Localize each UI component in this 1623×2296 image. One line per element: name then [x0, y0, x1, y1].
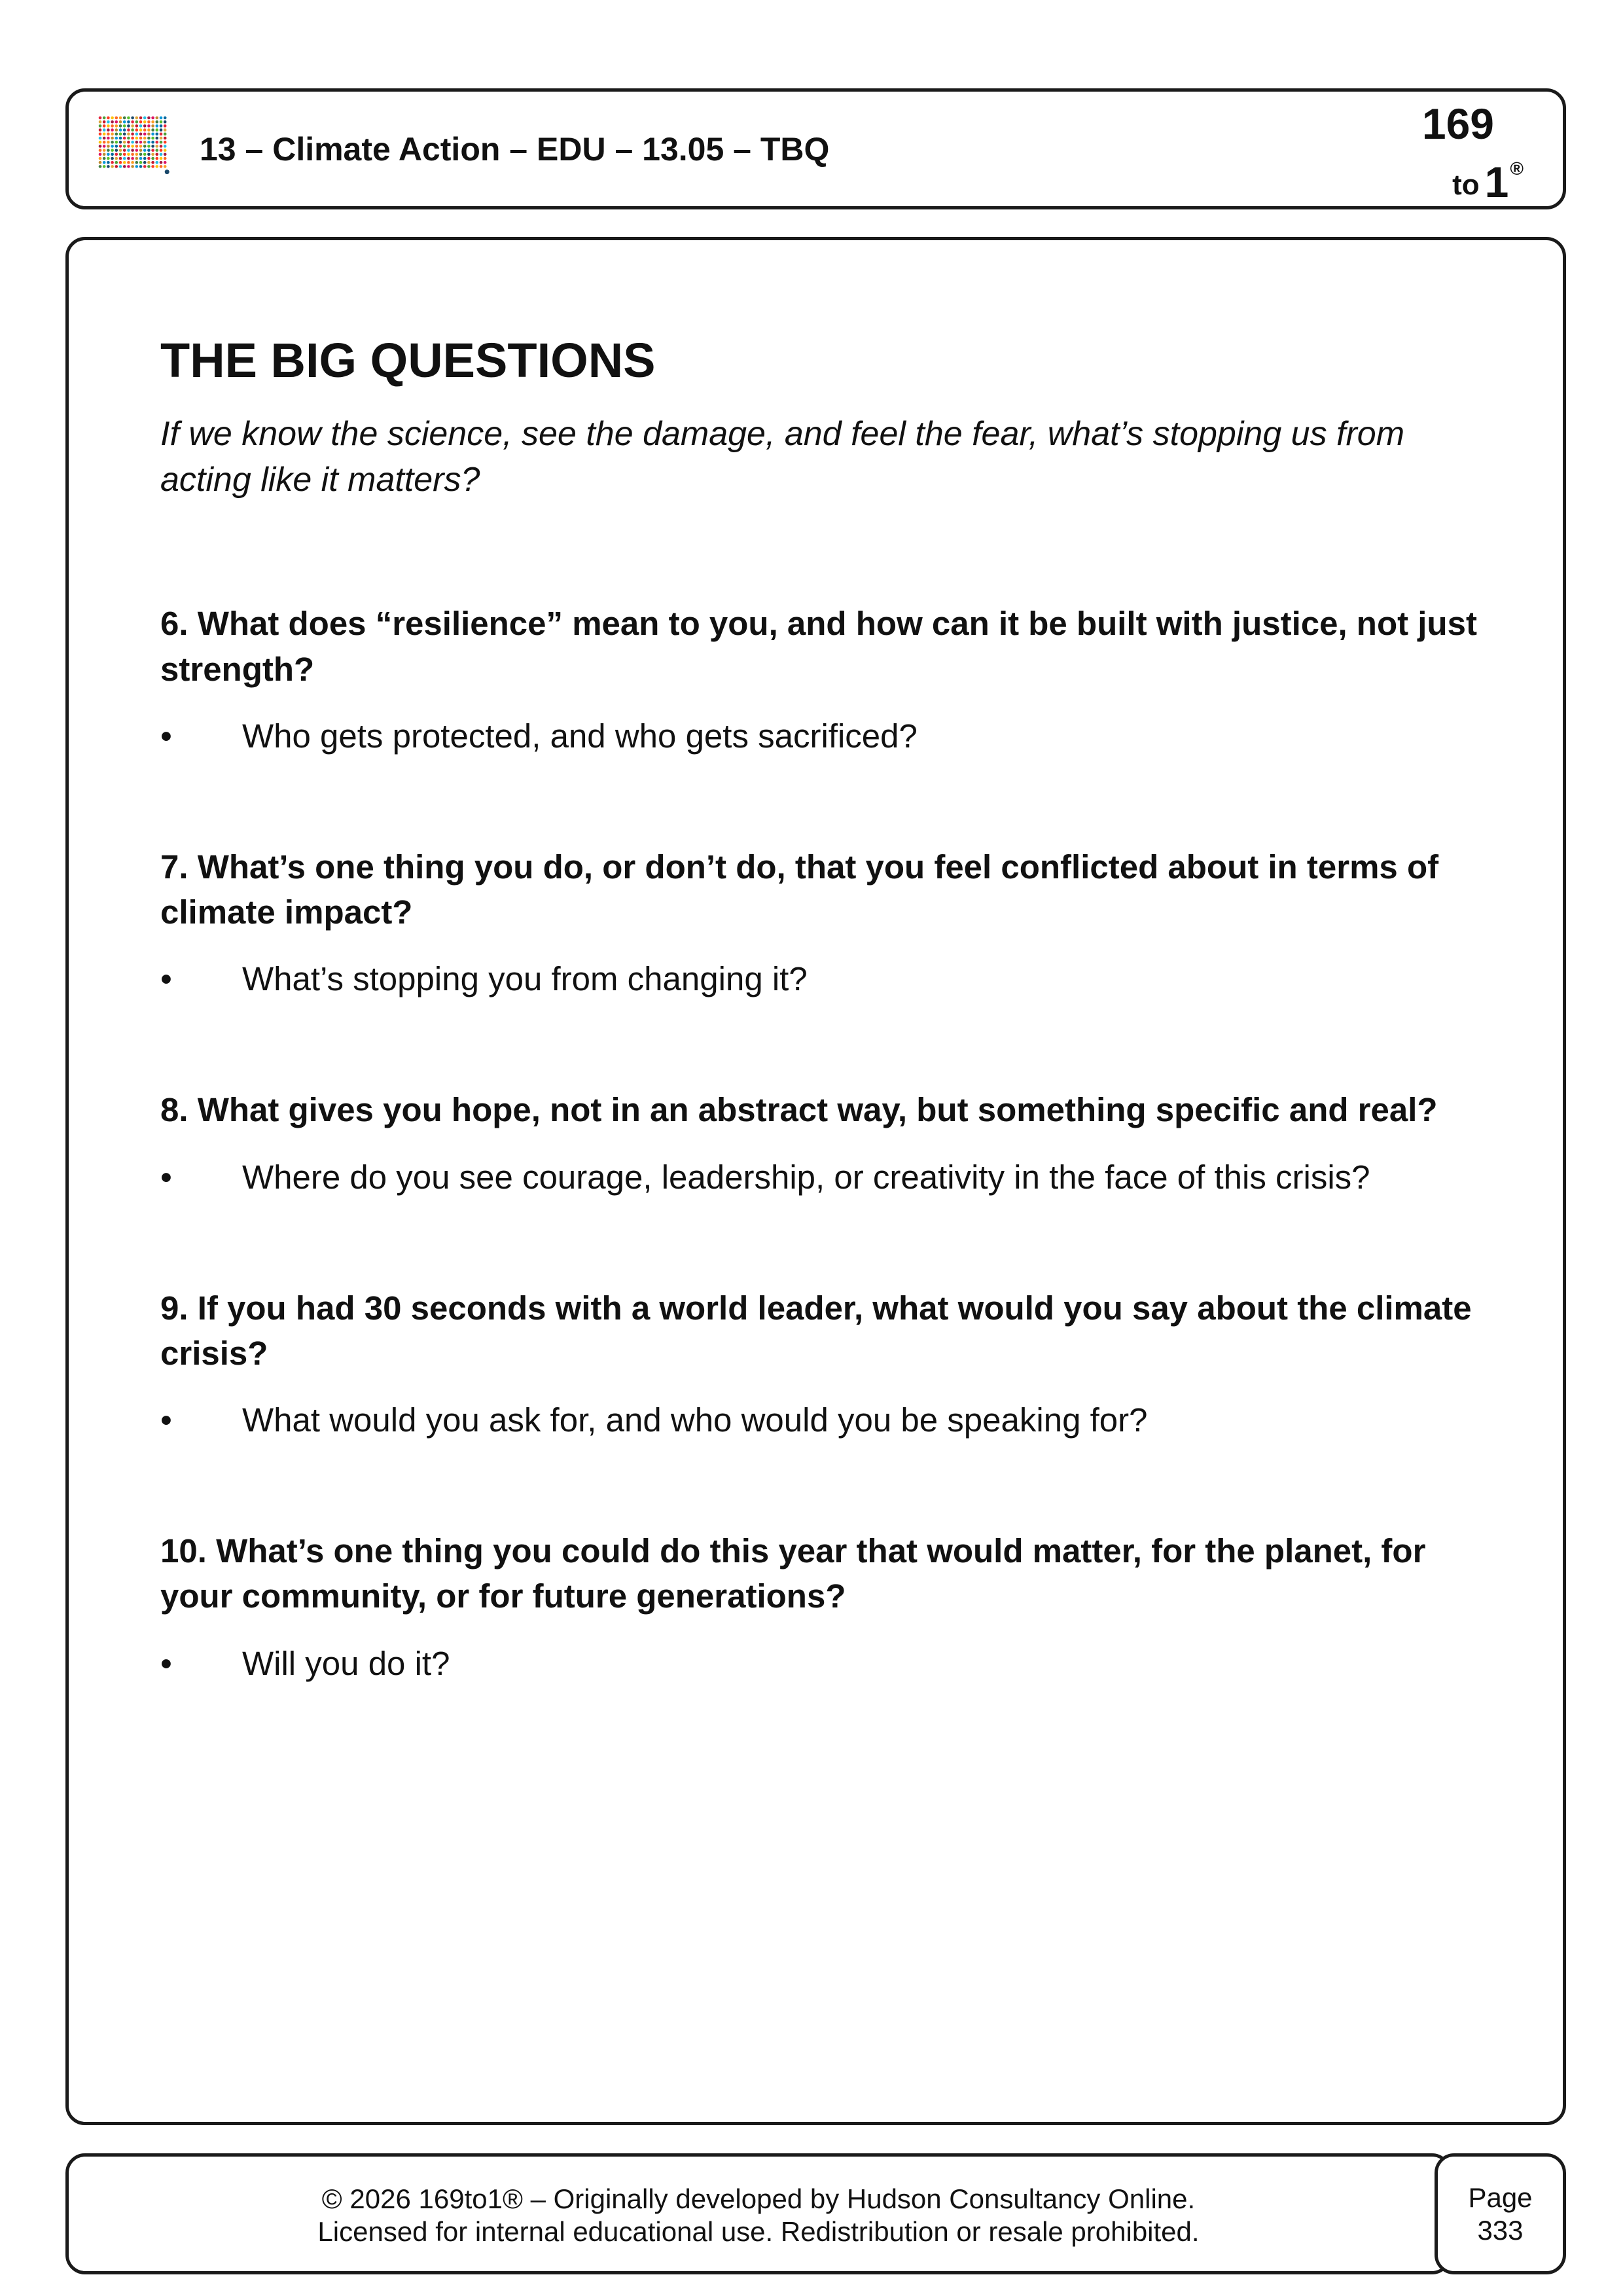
sub-question-text: What’s stopping you from changing it? [242, 960, 808, 998]
logo-dot [156, 165, 159, 168]
logo-dot [131, 128, 134, 132]
question-block [160, 1285, 1482, 1444]
logo-dot [107, 117, 110, 120]
page-subtitle: If we know the science, see the damage, and feel the fear, what’s stopping us from acting like it matters? [160, 414, 1405, 499]
logo-dot [115, 157, 118, 160]
logo-dot [119, 137, 122, 140]
logo-dot [103, 124, 106, 128]
logo-dot [151, 137, 154, 140]
logo-dot [115, 149, 118, 152]
logo-dot [115, 117, 118, 120]
logo-dot [151, 133, 154, 136]
logo-dot [147, 117, 151, 120]
logo-dot [143, 149, 147, 152]
logo-dot [111, 133, 114, 136]
logo-dot [119, 141, 122, 144]
logo-dot [127, 149, 130, 152]
logo-dot [164, 157, 167, 160]
logo-dot [115, 161, 118, 164]
logo-dot [123, 153, 126, 156]
logo-dot [147, 128, 151, 132]
logo-dot [143, 161, 147, 164]
logo-dot [99, 133, 102, 136]
logo-dot [139, 153, 143, 156]
logo-dot [135, 124, 139, 128]
bullet-icon: • [160, 960, 172, 998]
logo-dot [147, 157, 151, 160]
logo-dot [135, 161, 139, 164]
logo-dot [131, 157, 134, 160]
page-heading: THE BIG QUESTIONS [160, 333, 656, 387]
logo-dot [123, 124, 126, 128]
logo-dot [131, 149, 134, 152]
logo-dot [160, 153, 163, 156]
logo-dot [123, 137, 126, 140]
logo-dot [107, 141, 110, 144]
logo-dot [107, 120, 110, 124]
logo-dot [127, 157, 130, 160]
logo-dot [127, 137, 130, 140]
logo-dot [156, 149, 159, 152]
logo-dot [103, 161, 106, 164]
page-label: Page [1468, 2182, 1533, 2213]
logo-dot [160, 120, 163, 124]
logo-dot [103, 133, 106, 136]
logo-dot [127, 124, 130, 128]
logo-dot [147, 153, 151, 156]
logo-dot [151, 165, 154, 168]
logo-dot [103, 145, 106, 148]
logo-dot [119, 157, 122, 160]
logo-dot [111, 120, 114, 124]
logo-dot [143, 157, 147, 160]
logo-dot [147, 161, 151, 164]
logo-dot [160, 128, 163, 132]
logo-dot [164, 145, 167, 148]
logo-dot [107, 161, 110, 164]
logo-dot [164, 117, 167, 120]
page-number: 333 [1477, 2215, 1524, 2246]
logo-dot [135, 153, 139, 156]
logo-dot [127, 145, 130, 148]
logo-dot [143, 145, 147, 148]
logo-dot [131, 161, 134, 164]
logo-dot [103, 141, 106, 144]
logo-dot [147, 120, 151, 124]
logo-dot [127, 133, 130, 136]
logo-dot [123, 120, 126, 124]
logo-dot [143, 120, 147, 124]
logo-icon [98, 115, 169, 187]
logo-dot [147, 124, 151, 128]
logo-dot [156, 153, 159, 156]
content-area [160, 332, 1482, 1687]
logo-dot [115, 120, 118, 124]
logo-dot [111, 141, 114, 144]
logo-dot [143, 117, 147, 120]
question-sub-item [160, 1398, 1482, 1443]
logo-dot [111, 117, 114, 120]
question-sub-item [160, 1155, 1482, 1200]
logo-dot [147, 137, 151, 140]
logo-dot [103, 117, 106, 120]
copyright-line: © 2026 169to1® – Originally developed by Hudson Consultancy Online. [321, 2183, 1196, 2214]
brand-to: to [1452, 169, 1480, 201]
logo-dot [135, 149, 139, 152]
logo-dot [103, 157, 106, 160]
logo-dot [115, 124, 118, 128]
logo-dot [131, 137, 134, 140]
logo-dot [107, 153, 110, 156]
logo-dot [135, 157, 139, 160]
logo-dot [151, 124, 154, 128]
logo-dot [111, 145, 114, 148]
logo-dot [119, 133, 122, 136]
logo-dot [156, 141, 159, 144]
question-sub-item [160, 1641, 1482, 1687]
logo-dot [99, 124, 102, 128]
logo-dot [123, 117, 126, 120]
logo-dot [123, 157, 126, 160]
logo-dot [139, 133, 143, 136]
logo-dot [160, 161, 163, 164]
logo-dot [160, 141, 163, 144]
logo-dot [143, 133, 147, 136]
question-text: 6. What does “resilience” mean to you, and how can it be built with justice, not just strength? [160, 605, 1477, 688]
logo-dot [135, 133, 139, 136]
logo-dot [111, 124, 114, 128]
logo-dot [147, 145, 151, 148]
logo-dot [123, 165, 126, 168]
logo-dot [123, 145, 126, 148]
sub-question-text: What would you ask for, and who would you be speaking for? [242, 1401, 1148, 1439]
logo-dot [164, 161, 167, 164]
logo-dot [156, 120, 159, 124]
logo-dot [147, 133, 151, 136]
logo-dot [119, 145, 122, 148]
logo-dot [107, 124, 110, 128]
logo-dot [119, 128, 122, 132]
logo-dot [143, 128, 147, 132]
logo-dot [99, 157, 102, 160]
logo-dot [103, 153, 106, 156]
logo-dot [107, 157, 110, 160]
logo-dot [99, 161, 102, 164]
logo-dot [103, 128, 106, 132]
logo-dot [99, 120, 102, 124]
logo-dot [151, 128, 154, 132]
logo-dot [160, 124, 163, 128]
logo-dot [151, 145, 154, 148]
document-title: 13 – Climate Action – EDU – 13.05 – TBQ [200, 131, 830, 168]
logo-dot [135, 128, 139, 132]
logo-dot [164, 149, 167, 152]
logo-dot [151, 141, 154, 144]
logo-dot [103, 165, 106, 168]
logo-dot [119, 149, 122, 152]
logo-dot [119, 153, 122, 156]
logo-dot [127, 141, 130, 144]
logo-dot [127, 128, 130, 132]
logo-dot [160, 117, 163, 120]
logo-dot [127, 120, 130, 124]
logo-dot [119, 124, 122, 128]
logo-dot [103, 137, 106, 140]
bullet-icon: • [160, 1401, 172, 1439]
logo-dot [164, 120, 167, 124]
logo-dot [139, 128, 143, 132]
logo-dot [147, 141, 151, 144]
logo-dot [99, 165, 102, 168]
logo-dot [131, 117, 134, 120]
logo-dot [139, 137, 143, 140]
logo-dot [111, 149, 114, 152]
logo-dot [111, 128, 114, 132]
logo-dot [103, 120, 106, 124]
logo-dot [99, 153, 102, 156]
logo-dot [147, 149, 151, 152]
brand-number: 169 [1421, 99, 1494, 148]
logo-dot [119, 161, 122, 164]
logo-dot [99, 145, 102, 148]
question-text: 8. What gives you hope, not in an abstract way, but something specific and real? [160, 1091, 1438, 1129]
logo-dot [115, 145, 118, 148]
logo-dot [151, 153, 154, 156]
brand-logo [1380, 99, 1524, 204]
logo-dot [127, 117, 130, 120]
license-line: Licensed for internal educational use. Redistribution or resale prohibited. [317, 2216, 1200, 2248]
logo-dot [151, 117, 154, 120]
logo-dot [164, 128, 167, 132]
logo-dot [115, 165, 118, 168]
logo-dot [99, 137, 102, 140]
question-block [160, 1528, 1482, 1687]
logo-dot [139, 161, 143, 164]
logo-dot [139, 149, 143, 152]
page-number-wrap [1438, 2181, 1563, 2248]
logo-dot [99, 149, 102, 152]
logo-dot [103, 149, 106, 152]
logo-dot [156, 161, 159, 164]
question-sub-item [160, 957, 1482, 1002]
logo-dot [111, 153, 114, 156]
sub-question-text: Will you do it? [242, 1644, 450, 1682]
question-sub-item [160, 714, 1482, 759]
header-bar [65, 88, 1566, 209]
logo-dot [164, 133, 167, 136]
logo-dot [119, 120, 122, 124]
logo-dot [147, 165, 151, 168]
logo-dot [160, 145, 163, 148]
logo-dot [164, 165, 167, 168]
logo-dot [107, 149, 110, 152]
logo-dot [111, 157, 114, 160]
bullet-icon: • [160, 1644, 172, 1682]
logo-dot [119, 117, 122, 120]
logo-dot [99, 141, 102, 144]
logo-dot [156, 128, 159, 132]
logo-dot [135, 165, 139, 168]
logo-dot [160, 157, 163, 160]
logo-dot [160, 165, 163, 168]
logo-dot [127, 153, 130, 156]
logo-dot [111, 161, 114, 164]
logo-dot [160, 133, 163, 136]
bullet-icon: • [160, 1158, 172, 1196]
logo-dot [127, 165, 130, 168]
brand-one: 1 [1484, 158, 1509, 206]
logo-dot [139, 145, 143, 148]
logo-dot [99, 117, 102, 120]
logo-dot [115, 153, 118, 156]
logo-dot [160, 137, 163, 140]
logo-dot [143, 137, 147, 140]
logo-dot [123, 133, 126, 136]
logo-dot [111, 165, 114, 168]
logo-dot [115, 133, 118, 136]
logo-dot [156, 124, 159, 128]
brand-suffix [1452, 160, 1524, 204]
logo-dot [131, 145, 134, 148]
logo-dot [139, 120, 143, 124]
logo-dot [123, 149, 126, 152]
logo-dot [107, 137, 110, 140]
question-text: 7. What’s one thing you do, or don’t do, that you feel conflicted about in terms of climate impact? [160, 848, 1439, 931]
footer-text [69, 2183, 1448, 2249]
logo-dot [156, 137, 159, 140]
logo-dot [164, 137, 167, 140]
logo-dot [139, 124, 143, 128]
logo-dot [156, 133, 159, 136]
logo-dot [143, 165, 147, 168]
logo-dot [143, 124, 147, 128]
logo-dot [99, 128, 102, 132]
logo-dot [131, 141, 134, 144]
logo-dot [123, 161, 126, 164]
bullet-icon: • [160, 717, 172, 755]
logo-dot [131, 153, 134, 156]
logo-dot [115, 141, 118, 144]
question-block [160, 601, 1482, 759]
logo-dot [131, 120, 134, 124]
logo-dot [143, 153, 147, 156]
question-text: 10. What’s one thing you could do this year that would matter, for the planet, for your community, or for future generations? [160, 1532, 1426, 1615]
logo-dot [107, 165, 110, 168]
footer-bar [65, 2153, 1452, 2274]
logo-dot [115, 128, 118, 132]
sub-question-text: Where do you see courage, leadership, or creativity in the face of this crisis? [242, 1158, 1370, 1196]
logo-dot [123, 141, 126, 144]
question-block [160, 1087, 1482, 1200]
sub-question-text: Who gets protected, and who gets sacrificed? [242, 717, 918, 755]
logo-dot [151, 157, 154, 160]
logo-dot [107, 133, 110, 136]
logo-dot [127, 161, 130, 164]
logo-dot [156, 145, 159, 148]
logo-dot [131, 124, 134, 128]
logo-dot [123, 128, 126, 132]
main-panel [65, 237, 1566, 2125]
page-number-box [1435, 2153, 1566, 2274]
logo-dot [164, 153, 167, 156]
logo-dot [151, 120, 154, 124]
logo-dot [115, 137, 118, 140]
logo-dot [156, 157, 159, 160]
logo-dot [111, 137, 114, 140]
logo-dot [135, 117, 139, 120]
logo-dot [139, 141, 143, 144]
logo-dot [139, 165, 143, 168]
logo-dot [164, 141, 167, 144]
logo-dot [135, 137, 139, 140]
question-text: 9. If you had 30 seconds with a world leader, what would you say about the climate crisis? [160, 1289, 1472, 1372]
logo-dot [164, 124, 167, 128]
logo-dot [139, 157, 143, 160]
logo-dot [119, 165, 122, 168]
logo-dot [143, 141, 147, 144]
logo-dot [160, 149, 163, 152]
logo-dot [131, 165, 134, 168]
logo-dot [131, 133, 134, 136]
logo-dot [156, 117, 159, 120]
question-block [160, 844, 1482, 1003]
logo-dot [135, 120, 139, 124]
brand-registered-mark: ® [1510, 158, 1524, 179]
logo-dot [139, 117, 143, 120]
logo-dot [135, 145, 139, 148]
logo-dot [151, 149, 154, 152]
logo-end-dot [165, 170, 169, 174]
logo-dot [107, 145, 110, 148]
logo-dot [151, 161, 154, 164]
logo-dot [135, 141, 139, 144]
logo-dot [107, 128, 110, 132]
